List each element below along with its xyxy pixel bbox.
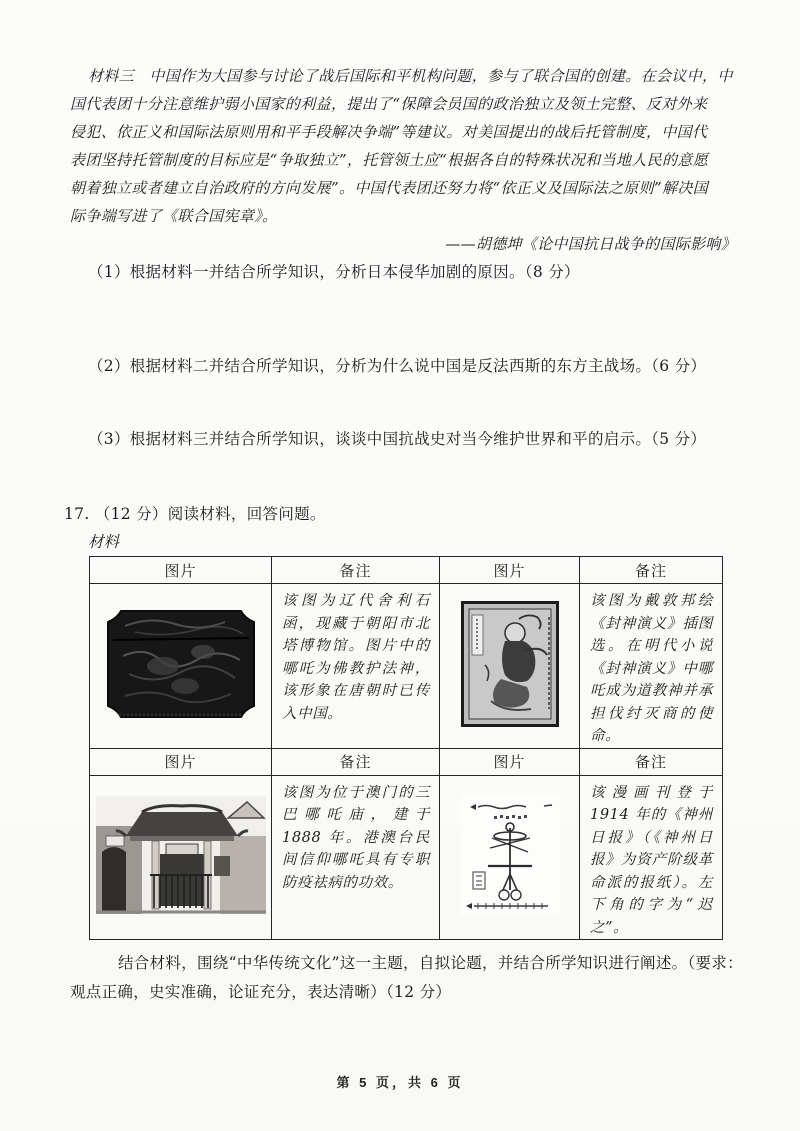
material-line: 表团坚持托管制度的目标应是“争取独立”，托管领土应“根据各自的特殊状况和当地人民的意愿 <box>70 151 709 169</box>
note-cell <box>580 584 723 749</box>
material-line: 国代表团十分注意维护弱小国家的利益，提出了“保障会员国的政治独立及领土完整、反对外来 <box>70 95 708 113</box>
task-instruction-line: 结合材料，围绕“中华传统文化”这一主题，自拟论题，并结合所学知识进行阐述。（要求： <box>118 954 743 972</box>
note-text: 该图为辽代舍利石函，现藏于朝阳市北塔博物馆。图片中的哪吒为佛教护法神，该形象在唐朝时已传入中国。 <box>282 593 430 722</box>
page-number-footer: 第 5 页，共 6 页 <box>336 1075 464 1090</box>
task-instruction-line: 观点正确，史实准确，论证充分，表达清晰）（12 分） <box>70 983 452 1001</box>
source-attribution: ——胡德坤《论中国抗日战争的国际影响》 <box>445 235 736 253</box>
column-header-note: 备注 <box>272 748 440 775</box>
fengshen-yanyi-illustration-image <box>461 601 559 727</box>
temple-photo-image-cell <box>90 775 272 940</box>
material-line: 材料三 中国作为大国参与讨论了战后国际和平机构问题，参与了联合国的创建。在会议中，中 <box>88 67 733 85</box>
material-three-paragraph <box>70 62 736 230</box>
note-cell <box>272 584 440 749</box>
material-label: 材料 <box>88 533 120 551</box>
column-header-image: 图片 <box>440 557 580 584</box>
question-16-2: （2）根据材料二并结合所学知识，分析为什么说中国是反法西斯的东方主战场。（6 分） <box>88 357 707 375</box>
material-line: 朝着独立或者建立自治政府的方向发展”。中国代表团还努力将“依正义及国际法之原则”解决国 <box>70 179 709 197</box>
table-row <box>90 775 723 940</box>
stone-casket-image-cell <box>90 584 272 749</box>
column-header-image: 图片 <box>90 748 272 775</box>
material-line: 侵犯、依正义和国际法原则用和平手段解决争端”等建议。对美国提出的战后托管制度，中国代 <box>70 123 708 141</box>
table-header-row-1 <box>90 557 723 584</box>
question-16-1: （1）根据材料一并结合所学知识，分析日本侵华加剧的原因。（8 分） <box>88 263 580 281</box>
material-line: 际争端写进了《联合国宪章》。 <box>70 207 278 225</box>
material-table <box>89 556 723 940</box>
cartoon-image-cell <box>440 775 580 940</box>
table-row <box>90 584 723 749</box>
column-header-note: 备注 <box>272 557 440 584</box>
liao-stone-casket-image <box>105 608 257 720</box>
table-header-row-2 <box>90 748 723 775</box>
column-header-image: 图片 <box>440 748 580 775</box>
note-cell <box>272 775 440 940</box>
note-text: 该图为位于澳门的三巴哪吒庙，建于 1888 年。港澳台民间信仰哪吒具有专职防疫祛病的功效。 <box>282 784 430 891</box>
shenzhou-daily-cartoon-image <box>460 794 560 916</box>
note-text: 该图为戴敦邦绘《封神演义》插图选。在明代小说《封神演义》中哪吒成为道教神并承担伐纣灭商的使命。 <box>590 593 713 744</box>
column-header-image: 图片 <box>90 557 272 584</box>
question-16-3: （3）根据材料三并结合所学知识，谈谈中国抗战史对当今维护世界和平的启示。（5 分） <box>88 430 707 448</box>
question-17-heading: 17. （12 分）阅读材料，回答问题。 <box>64 505 326 523</box>
column-header-note: 备注 <box>580 748 723 775</box>
note-text: 该漫画刊登于 1914 年的《神州日报》（《神州日报》为资产阶级革命派的报纸）。左下角的字为“迟之”。 <box>590 784 713 936</box>
macau-nezha-temple-photo-image <box>96 796 266 914</box>
column-header-note: 备注 <box>580 557 723 584</box>
fengshen-print-image-cell <box>440 584 580 749</box>
note-cell <box>580 775 723 940</box>
